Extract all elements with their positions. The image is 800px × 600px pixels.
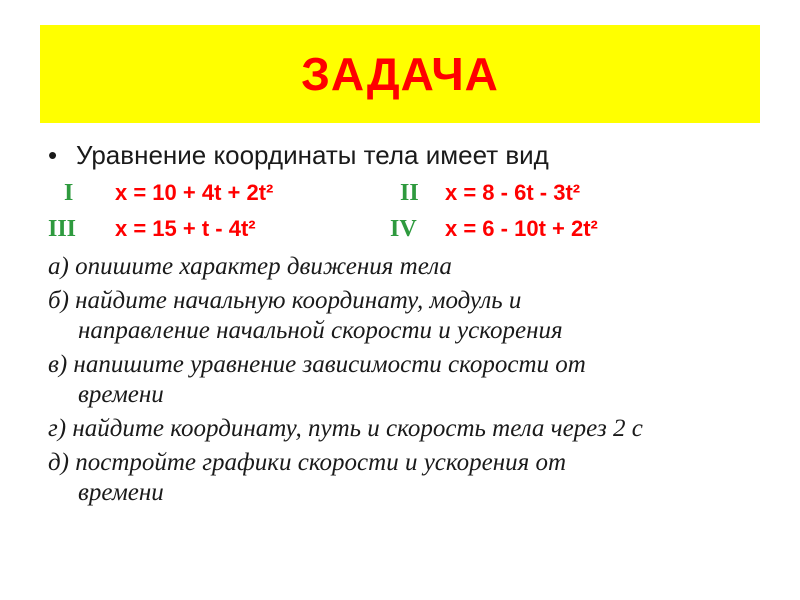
task-item-e-text: д) постройте графики скорости и ускорения от [48, 449, 567, 476]
slide-title: ЗАДАЧА [301, 48, 499, 100]
task-item-d-text: г) найдите координату, путь и скорость тела через 2 с [48, 415, 643, 442]
equation-3: x = 15 + t - 4t² [115, 216, 256, 241]
task-item-d [48, 414, 643, 444]
intro-text: Уравнение координаты тела имеет вид [76, 140, 549, 170]
equation-row-2 [0, 216, 800, 246]
equation-row-1 [0, 180, 800, 210]
title-banner [40, 25, 760, 123]
equation-4: x = 6 - 10t + 2t² [445, 216, 598, 241]
task-item-b-continuation: направление начальной скорости и ускорения [78, 317, 563, 344]
equation-numeral-2: II [400, 180, 419, 206]
task-item-e-continuation: времени [78, 479, 164, 506]
task-item-e [48, 448, 566, 508]
equation-1: x = 10 + 4t + 2t² [115, 180, 274, 205]
task-item-b-text: б) найдите начальную координату, модуль и [48, 287, 522, 314]
equation-numeral-4: IV [390, 216, 417, 242]
equation-numeral-1: I [64, 180, 74, 206]
intro-bullet [48, 140, 549, 171]
task-item-a [48, 252, 452, 282]
task-item-c-continuation: времени [78, 381, 164, 408]
task-item-b [48, 286, 563, 346]
equation-2: x = 8 - 6t - 3t² [445, 180, 581, 205]
task-item-c-text: в) напишите уравнение зависимости скорости от [48, 351, 586, 378]
task-item-c [48, 350, 586, 410]
bullet-dot-icon: • [48, 140, 58, 170]
task-item-a-text: а) опишите характер движения тела [48, 253, 452, 280]
equation-numeral-3: III [48, 216, 77, 242]
